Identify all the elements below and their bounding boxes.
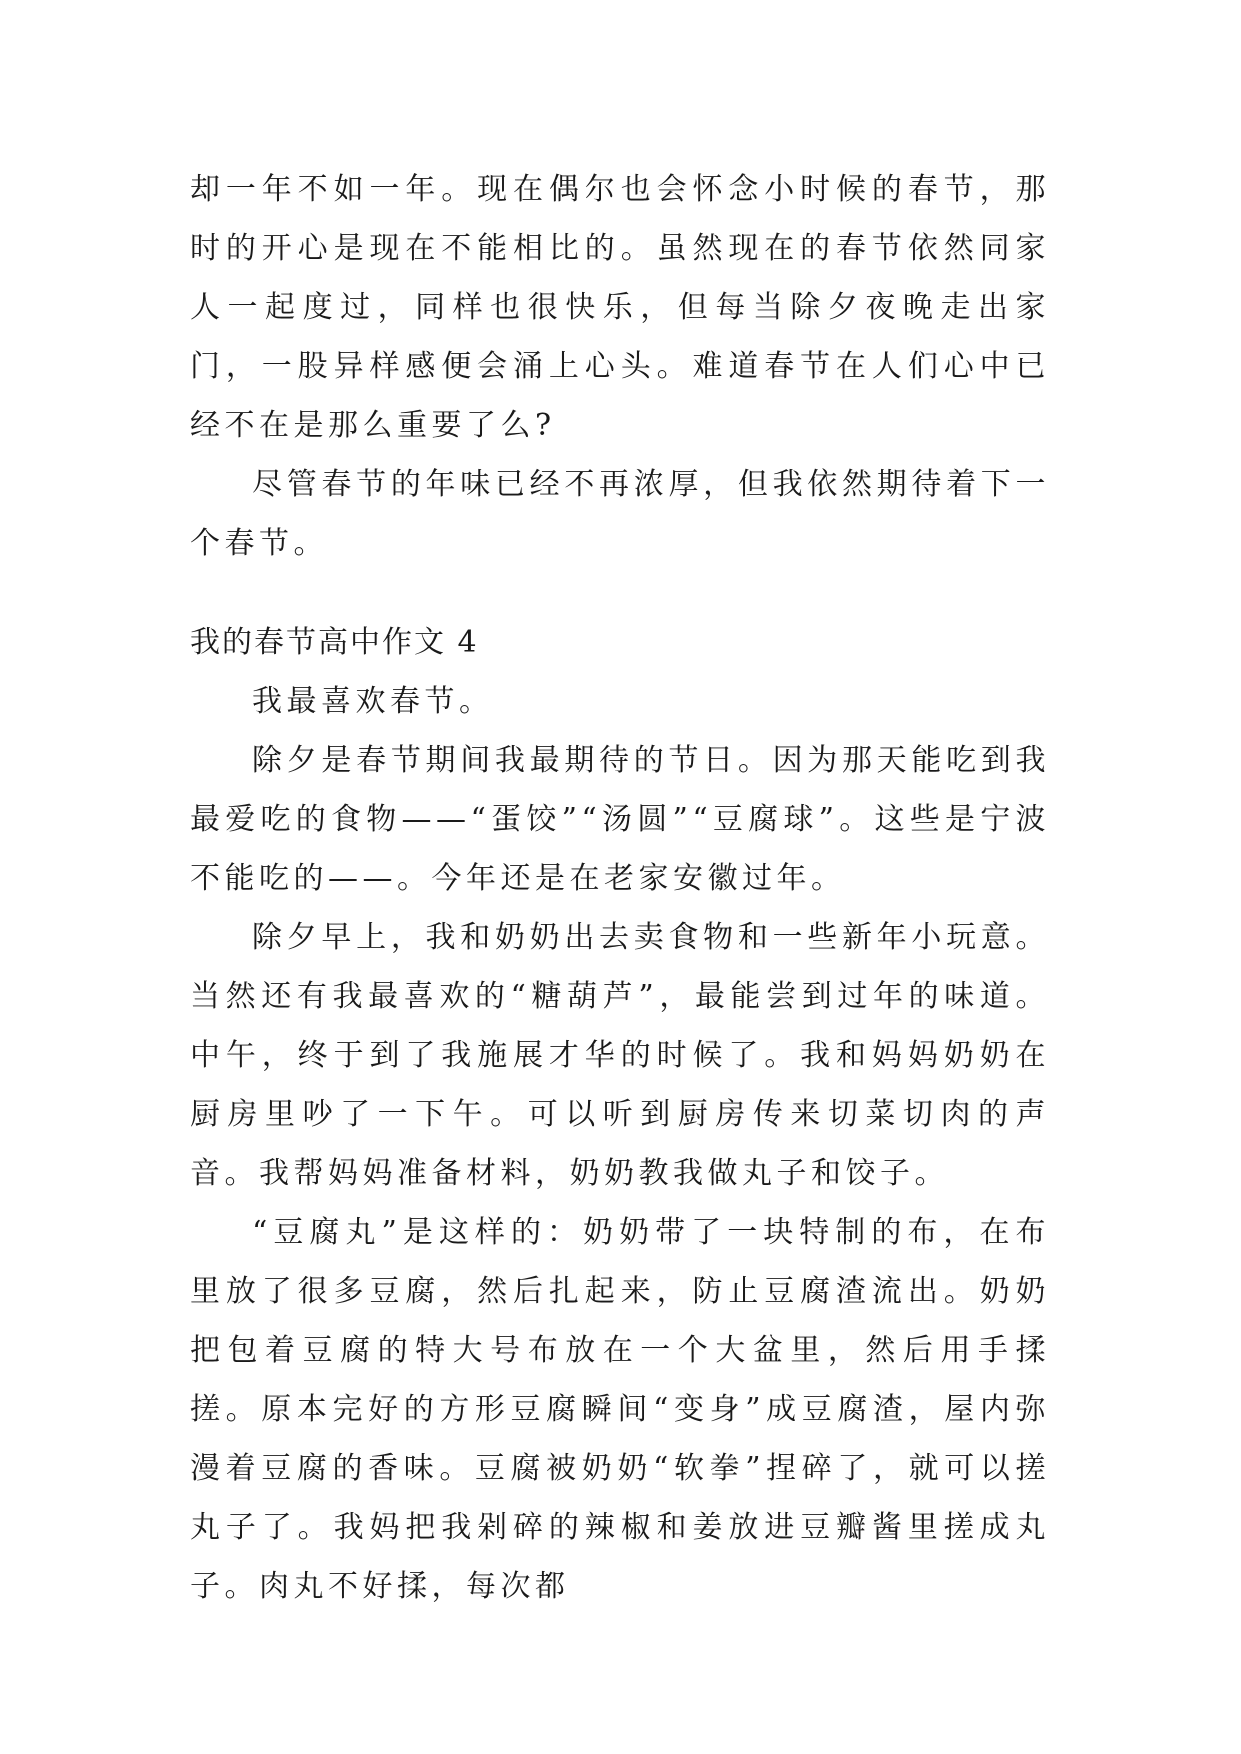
- paragraph-new-year-eve: 除夕是春节期间我最期待的节日。因为那天能吃到我最爱吃的食物——“蛋饺”“汤圆”“豆腐球”。这些是宁波不能吃的——。今年还是在老家安徽过年。: [190, 743, 1050, 896]
- paragraph-tofu-balls: “豆腐丸”是这样的：奶奶带了一块特制的布，在布里放了很多豆腐，然后扎起来，防止豆腐渣流出。奶奶把包着豆腐的特大号布放在一个大盆里，然后用手揉搓。原本完好的方形豆腐瞬间“变身”成豆腐渣，屋内弥漫着豆腐的香味。豆腐被奶奶“软拳”捏碎了，就可以搓丸子了。我妈把我剁碎的辣椒和姜放进豆瓣酱里搓成丸子。肉丸不好揉，每次都: [190, 1215, 1050, 1604]
- document-body: [190, 160, 1050, 1616]
- paragraph-continuation: 却一年不如一年。现在偶尔也会怀念小时候的春节，那时的开心是现在不能相比的。虽然现在的春节依然同家人一起度过，同样也很快乐，但每当除夕夜晚走出家门，一股异样感便会涌上心头。难道春节在人们心中已经不在是那么重要了么?: [190, 172, 1050, 443]
- paragraph-intro: 我最喜欢春节。: [252, 684, 494, 719]
- section-title: 我的春节高中作文 4: [190, 625, 479, 660]
- paragraph-closing: 尽管春节的年味已经不再浓厚，但我依然期待着下一个春节。: [190, 467, 1050, 561]
- paragraph-morning: 除夕早上，我和奶奶出去卖食物和一些新年小玩意。当然还有我最喜欢的“糖葫芦”，最能尝到过年的味道。中午，终于到了我施展才华的时候了。我和妈妈奶奶在厨房里吵了一下午。可以听到厨房传来切菜切肉的声音。我帮妈妈准备材料，奶奶教我做丸子和饺子。: [190, 920, 1050, 1191]
